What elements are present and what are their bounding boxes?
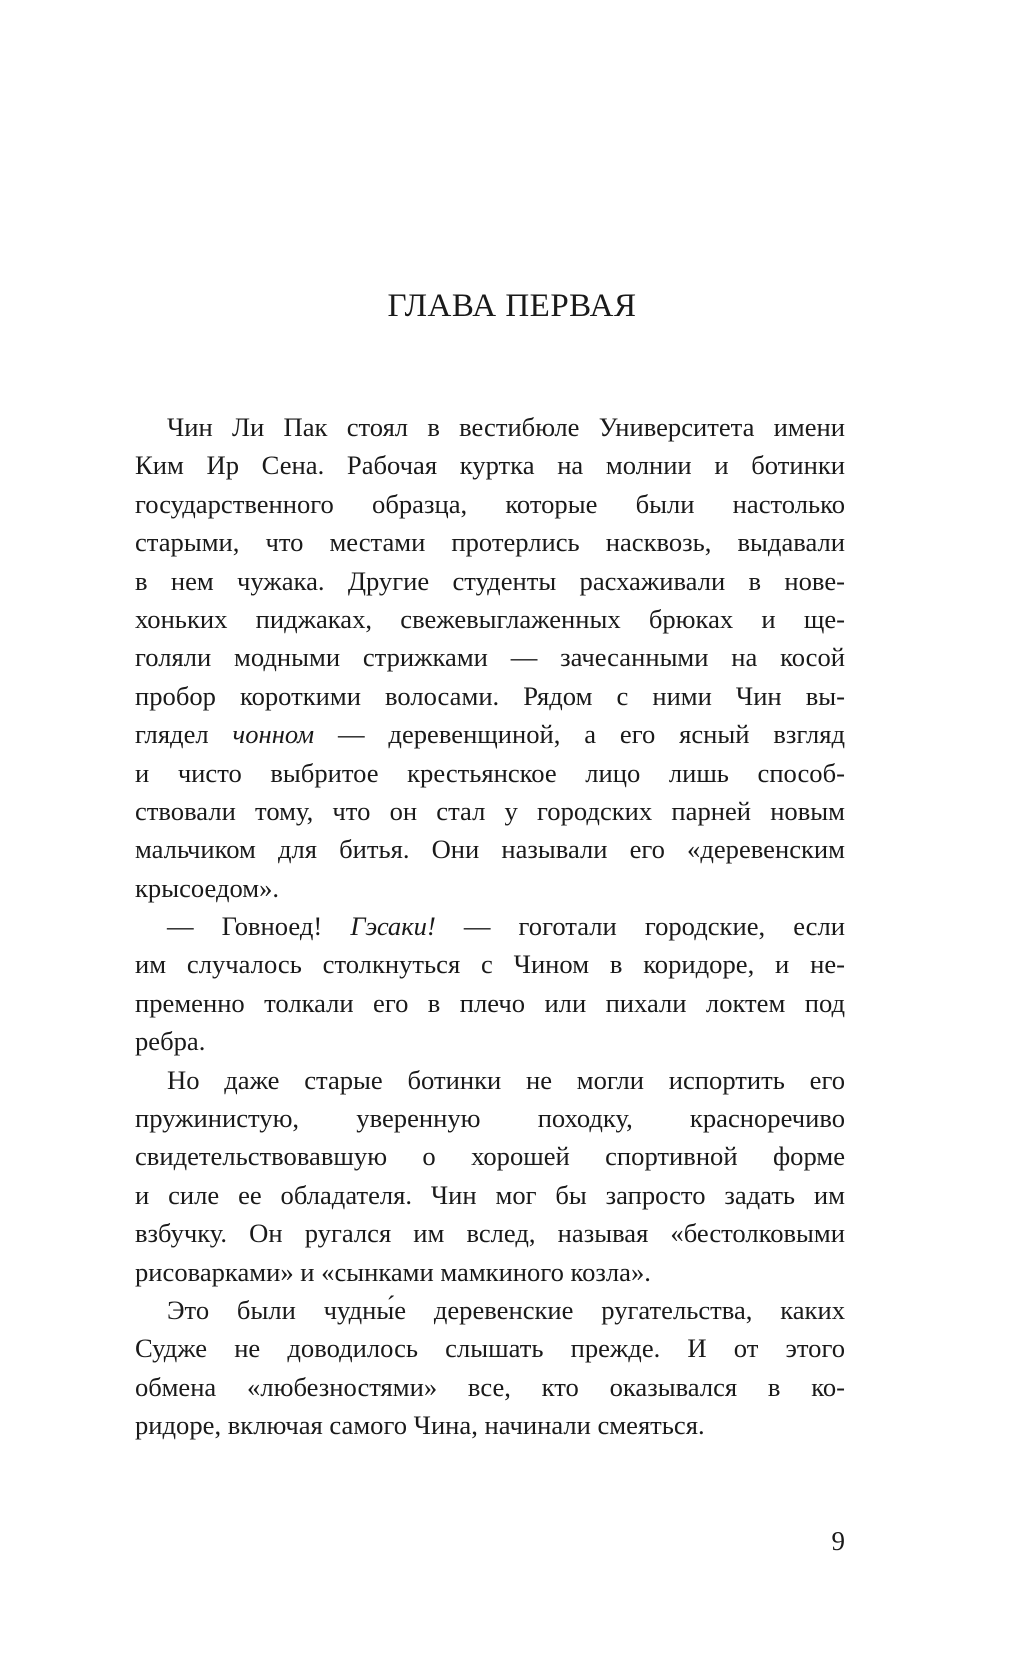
- text-line: крысоедом».: [135, 872, 280, 903]
- text-run: глядел: [135, 719, 233, 750]
- text-line: обмена «любезностями» все, кто оказывался в ко-: [135, 1371, 845, 1402]
- text-line: им случалось столкнуться с Чином в коридоре, и не-: [135, 949, 845, 980]
- italic-term: чонном: [232, 719, 315, 750]
- text-line: рисоварками» и «сынками мамкиного козла».: [135, 1256, 651, 1287]
- text-line: Судже не доводилось слышать прежде. И от этого: [135, 1333, 845, 1364]
- body-text: [135, 408, 845, 1445]
- text-run: — деревенщиной, а его ясный взгляд: [314, 719, 845, 750]
- text-line: мальчиком для битья. Они называли его «деревенским: [135, 834, 845, 865]
- text-line: ствовали тому, что он стал у городских парней новым: [135, 795, 845, 826]
- text-line: Ким Ир Сена. Рабочая куртка на молнии и ботинки: [135, 450, 845, 481]
- text-line: свидетельствовавшую о хорошей спортивной форме: [135, 1141, 845, 1172]
- text-line: хоньких пиджаках, свежевыглаженных брюках и ще-: [135, 603, 845, 634]
- text-line: [135, 907, 845, 945]
- paragraph: [135, 1291, 845, 1445]
- chapter-title: ГЛАВА ПЕРВАЯ: [387, 288, 637, 324]
- text-line: государственного образца, которые были настолько: [135, 488, 845, 519]
- text-line: пробор короткими волосами. Рядом с ними Чин вы-: [135, 680, 845, 711]
- paragraph: [135, 408, 845, 907]
- text-line: пружинистую, уверенную походку, красноречиво: [135, 1103, 845, 1134]
- text-line: и чисто выбритое крестьянское лицо лишь способ-: [135, 757, 845, 788]
- text-run: — гоготали городские, если: [435, 911, 845, 942]
- page-number: 9: [831, 1526, 845, 1556]
- text-line: Но даже старые ботинки не могли испортить его: [167, 1064, 845, 1095]
- text-line: [135, 715, 845, 753]
- text-line: ридоре, включая самого Чина, начинали смеяться.: [135, 1410, 705, 1441]
- text-run: — Говноед!: [167, 911, 351, 942]
- paragraph: [135, 1061, 845, 1291]
- text-line: голяли модными стрижками — зачесанными на косой: [135, 642, 845, 673]
- text-line: пременно толкали его в плечо или пихали локтем под: [135, 987, 845, 1018]
- text-line: Это были чудны́е деревенские ругательства, каких: [167, 1294, 845, 1325]
- text-line: и силе ее обладателя. Чин мог бы запросто задать им: [135, 1179, 845, 1210]
- text-line: взбучку. Он ругался им вслед, называя «бестолковыми: [135, 1218, 845, 1249]
- text-line: старыми, что местами протерлись насквозь, выдавали: [135, 527, 845, 558]
- text-line: Чин Ли Пак стоял в вестибюле Университета имени: [167, 412, 845, 442]
- text-line: ребра.: [135, 1026, 206, 1057]
- italic-term: Гэсаки!: [350, 911, 436, 942]
- text-line: в нем чужака. Другие студенты расхаживали в нове-: [135, 565, 845, 596]
- paragraph: [135, 907, 845, 1061]
